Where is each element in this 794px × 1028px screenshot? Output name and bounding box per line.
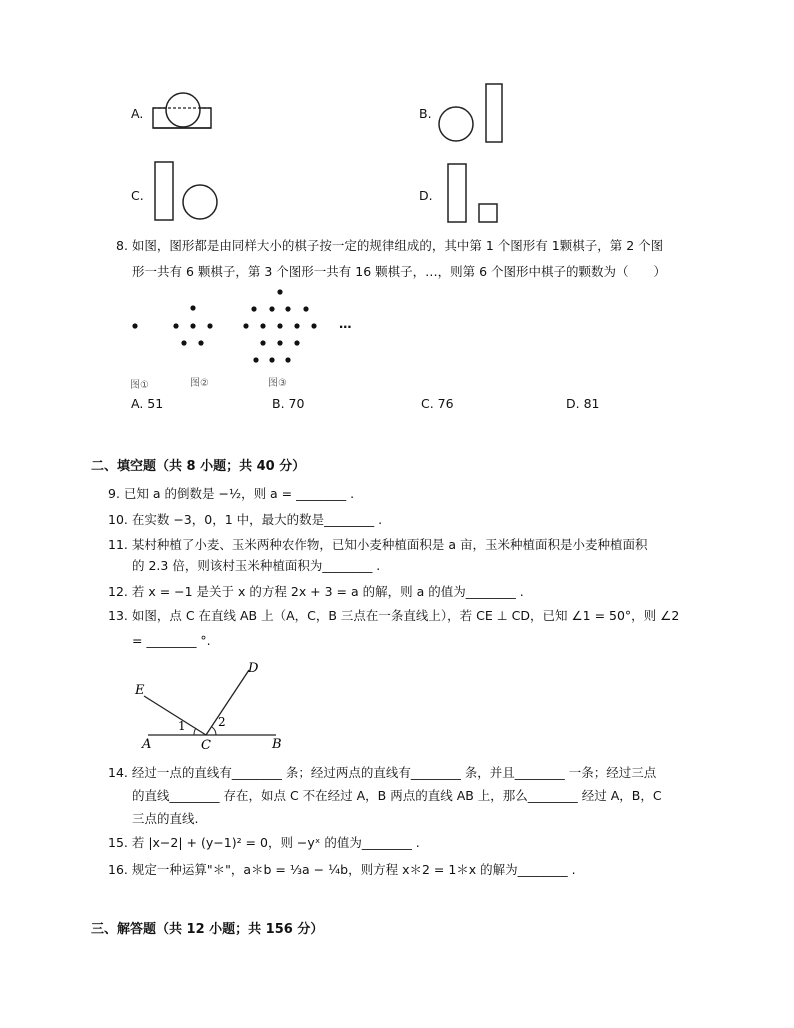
- section-3-title: 三、解答题（共 12 小题；共 156 分）: [91, 922, 324, 937]
- q12-text: 12. 若 x = −1 是关于 x 的方程 2x + 3 = a 的解，则 a 的值为________ .: [108, 584, 524, 599]
- q15-text: 15. 若 |x−2| + (y−1)² = 0，则 −yˣ 的值为________ .: [108, 835, 420, 850]
- q7-option-b-label: B.: [419, 106, 432, 121]
- q8-text-line1: 8. 如图，图形都是由同样大小的棋子按一定的规律组成的，其中第 1 个图形有 1颗棋子，第 2 个图: [116, 238, 664, 253]
- q13-label-b: B: [272, 737, 282, 752]
- q11-text-line1: 11. 某村种植了小麦、玉米两种农作物，已知小麦种植面积是 a 亩，玉米种植面积是小麦种植面积: [108, 537, 648, 552]
- q8-choice-d: D. 81: [566, 396, 600, 411]
- q8-fig-label-3: 图③: [268, 378, 287, 389]
- q13-text-line2: = ________ °.: [132, 633, 211, 648]
- q7-option-d-figure: [444, 160, 504, 226]
- q9-text: 9. 已知 a 的倒数是 −½，则 a = ________ .: [108, 486, 355, 501]
- q14-text-line3: 三点的直线.: [132, 811, 199, 826]
- q10-text: 10. 在实数 −3，0，1 中，最大的数是________ .: [108, 512, 383, 527]
- q8-ellipsis: …: [339, 316, 353, 331]
- q16-text: 16. 规定一种运算"＊"，a＊b = ⅓a − ¼b，则方程 x＊2 = 1＊x 的解为________ .: [108, 862, 576, 877]
- q13-label-d: D: [248, 661, 259, 676]
- q8-fig-label-2: 图②: [190, 378, 209, 389]
- q13-label-a: A: [142, 737, 152, 752]
- q7-option-d-label: D.: [419, 188, 433, 203]
- q8-choice-c: C. 76: [421, 396, 454, 411]
- q8-fig-label-1: 图①: [130, 380, 149, 391]
- q7-option-b-figure: [434, 76, 508, 146]
- q13-label-c: C: [201, 738, 211, 753]
- section-2-title: 二、填空题（共 8 小题；共 40 分）: [91, 459, 306, 474]
- q7-option-a-figure: [150, 90, 216, 134]
- q14-text-line1: 14. 经过一点的直线有________ 条；经过两点的直线有________ 条，并且________ 一条；经过三点: [108, 765, 657, 780]
- q7-option-c-figure: [150, 158, 224, 224]
- q7-option-c-label: C.: [131, 188, 144, 203]
- q8-choice-a: A. 51: [131, 396, 164, 411]
- q11-text-line2: 的 2.3 倍，则该村玉米种植面积为________ .: [132, 558, 381, 573]
- q13-label-angle2: 2: [218, 715, 226, 729]
- q8-figure3-dots: [236, 283, 336, 365]
- q13-text-line1: 13. 如图，点 C 在直线 AB 上（A，C，B 三点在一条直线上），若 CE ⊥ CD，已知 ∠1 = 50°，则 ∠2: [108, 608, 680, 623]
- q13-angle-figure: [130, 656, 300, 754]
- q8-text-line2: 形一共有 6 颗棋子，第 3 个图形一共有 16 颗棋子，…，则第 6 个图形中棋子的颗数为（ ）: [132, 264, 667, 279]
- q13-label-angle1: 1: [178, 719, 186, 733]
- q7-option-a-label: A.: [131, 106, 144, 121]
- q8-choice-b: B. 70: [272, 396, 305, 411]
- q13-label-e: E: [135, 683, 145, 698]
- q14-text-line2: 的直线________ 存在，如点 C 不在经过 A，B 两点的直线 AB 上，那么________ 经过 A，B，C: [132, 788, 662, 803]
